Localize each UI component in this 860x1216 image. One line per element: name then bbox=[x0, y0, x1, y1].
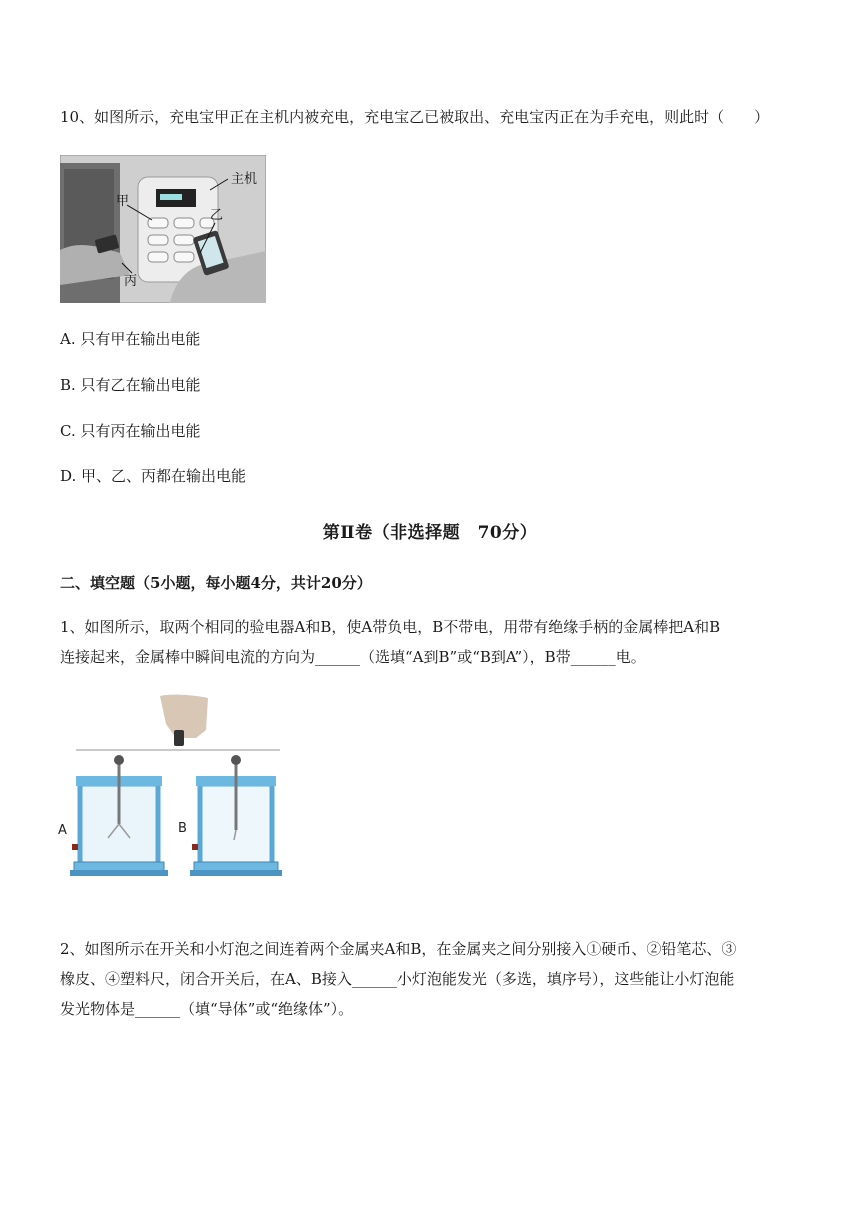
question-1-line-1: 1、如图所示，取两个相同的验电器A和B，使A带负电，B不带电，用带有绝缘手柄的金属棒把A和B bbox=[60, 618, 721, 636]
option-d: D. 甲、乙、丙都在输出电能 bbox=[60, 467, 247, 485]
electroscope-b bbox=[190, 755, 282, 876]
option-a: A. 只有甲在输出电能 bbox=[60, 330, 201, 348]
label-jia: 甲 bbox=[116, 194, 130, 209]
question-2-line-1: 2、如图所示在开关和小灯泡之间连着两个金属夹A和B，在金属夹之间分别接入①硬币、②铅笔芯、③ bbox=[60, 940, 737, 958]
option-c: C. 只有丙在输出电能 bbox=[60, 422, 201, 440]
option-b: B. 只有乙在输出电能 bbox=[60, 376, 201, 394]
question-2-line-2: 橡皮、④塑料尺，闭合开关后，在A、B接入______小灯泡能发光（多选，填序号），这些能让小灯泡能 bbox=[60, 970, 735, 988]
electroscope-figure bbox=[58, 694, 284, 882]
label-host: 主机 bbox=[231, 172, 258, 187]
section-subtitle: 二、填空题（5小题，每小题4分，共计20分） bbox=[60, 574, 372, 592]
label-yi: 乙 bbox=[210, 208, 224, 223]
label-a: A bbox=[58, 823, 67, 838]
label-b: B bbox=[178, 821, 187, 836]
electroscope-a bbox=[70, 755, 168, 876]
power-bank-figure bbox=[60, 155, 266, 303]
question-10-text: 10、如图所示，充电宝甲正在主机内被充电，充电宝乙已被取出、充电宝丙正在为手充电，则此时（ ） bbox=[60, 108, 770, 126]
question-1-line-2: 连接起来，金属棒中瞬间电流的方向为______（选填“A到B”或“B到A”），B带______电。 bbox=[60, 648, 646, 666]
label-bing: 丙 bbox=[124, 274, 138, 289]
section-title: 第Ⅱ卷（非选择题 70分） bbox=[322, 523, 538, 543]
question-2-line-3: 发光物体是______（填“导体”或“绝缘体”）。 bbox=[60, 1000, 354, 1018]
